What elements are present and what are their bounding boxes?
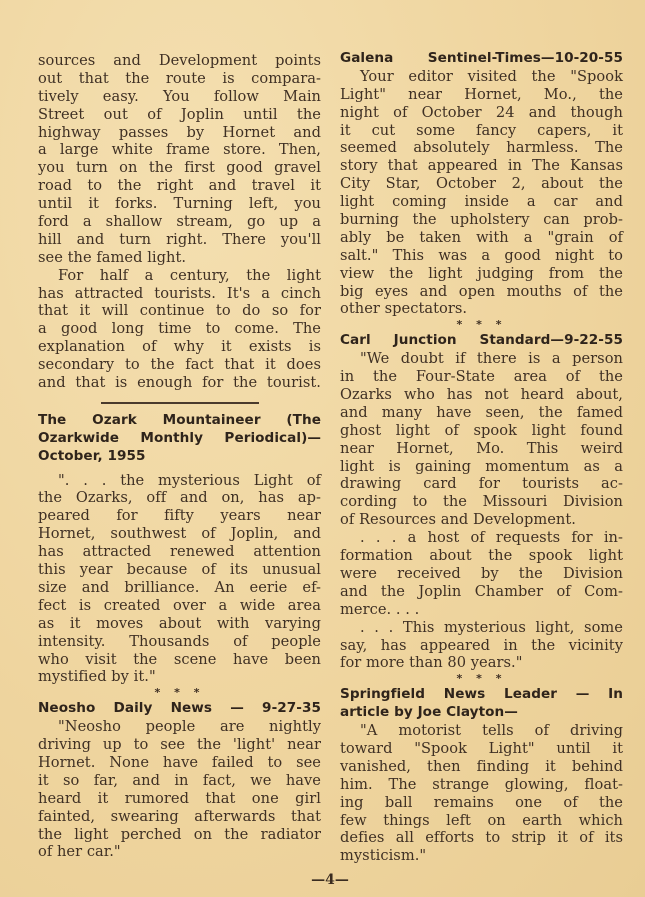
text-line: light coming inside a car and <box>340 193 623 211</box>
text-line: defies all efforts to strip it of its <box>340 829 623 847</box>
text-line: and many have seen, the famed <box>340 403 623 421</box>
section-divider <box>101 402 259 404</box>
text-line: the Ozarks, off and on, has ap- <box>38 489 321 507</box>
text-line: drawing card for tourists ac- <box>340 475 623 493</box>
text-line: salt." This was a good night to <box>340 246 623 264</box>
text-line: night of October 24 and though <box>340 103 623 121</box>
text-line: intensity. Thousands of people <box>38 632 321 650</box>
text-line: mystified by it." <box>38 668 156 686</box>
text-line: seemed absolutely harmless. The <box>340 139 623 157</box>
heading-line: Ozarkwide Monthly Periodical)— <box>38 429 321 446</box>
text-line: driving up to see the 'light' near <box>38 736 321 754</box>
text-line: story that appeared in The Kansas <box>340 157 623 175</box>
tourist-paragraph <box>38 267 321 392</box>
text-line: sources and Development points <box>38 52 321 69</box>
text-line: toward "Spook Light" until it <box>340 739 623 757</box>
text-line: ". . . the mysterious Light of <box>58 471 321 489</box>
galena-heading <box>340 50 623 68</box>
section-stars: * * * <box>154 686 205 700</box>
carl-junction-heading <box>340 332 623 350</box>
text-line: and the Joplin Chamber of Com- <box>340 582 623 600</box>
text-line: City Star, October 2, about the <box>340 175 623 193</box>
page-number: —4— <box>311 872 349 888</box>
text-line: out that the route is compara- <box>38 69 321 87</box>
text-line: Street out of Joplin until the <box>38 105 321 123</box>
text-line: has attracted renewed attention <box>38 543 321 561</box>
section-stars: * * * <box>456 672 507 686</box>
text-line: Hornet, southwest of Joplin, and <box>38 525 321 543</box>
text-line: ably be taken with a "grain of <box>340 228 623 246</box>
ozark-mountaineer-quote <box>38 472 321 687</box>
ozark-mountaineer-heading <box>38 412 321 466</box>
text-line: of her car." <box>38 843 121 861</box>
text-line: it cut some fancy capers, it <box>340 121 623 139</box>
text-line: near Hornet, Mo. This weird <box>340 439 623 457</box>
text-line: explanation of why it exists is <box>38 338 321 356</box>
carl-junction-text <box>340 350 623 672</box>
text-line: for more than 80 years." <box>340 654 523 672</box>
text-line: mysticism." <box>340 847 427 865</box>
text-line: road to the right and travel it <box>38 177 321 195</box>
text-line: ford a shallow stream, go up a <box>38 213 321 231</box>
left-column <box>38 52 321 861</box>
text-line: and that is enough for the tourist. <box>38 374 321 392</box>
text-line: "A motorist tells of driving <box>360 722 623 740</box>
text-line: as it moves about with varying <box>38 614 321 632</box>
route-paragraph <box>38 52 321 267</box>
heading-line: The Ozark Mountaineer (The <box>38 411 321 428</box>
text-line: Hornet. None have failed to see <box>38 753 321 771</box>
text-line: cording to the Missouri Division <box>340 493 623 511</box>
text-line: burning the upholstery can prob- <box>340 211 623 229</box>
text-line: were received by the Division <box>340 564 623 582</box>
text-line: ghost light of spook light found <box>340 421 623 439</box>
heading-line: Galena Sentinel-Times—10-20-55 <box>340 50 623 66</box>
text-line: tively easy. You follow Main <box>38 87 321 105</box>
text-line: size and brilliance. An eerie ef- <box>38 578 321 596</box>
text-line: see the famed light. <box>38 248 187 266</box>
text-line: Your editor visited the "Spook <box>360 67 623 85</box>
right-column <box>340 50 623 865</box>
text-line: fect is created over a wide area <box>38 596 321 614</box>
text-line: "We doubt if there is a person <box>360 350 623 368</box>
text-line: who visit the scene have been <box>38 650 321 668</box>
text-line: a good long time to come. The <box>38 320 321 338</box>
text-line: view the light judging from the <box>340 264 623 282</box>
heading-line: Carl Junction Standard—9-22-55 <box>340 332 623 349</box>
heading-line: Springfield News Leader — In <box>340 686 623 703</box>
neosho-quote <box>38 718 321 861</box>
text-line: this year because of its unusual <box>38 561 321 579</box>
text-line: hill and turn right. There you'll <box>38 230 321 248</box>
text-line: of Resources and Development. <box>340 511 576 529</box>
text-line: has attracted tourists. It's a cinch <box>38 284 321 302</box>
text-line: "Neosho people are nightly <box>58 718 321 736</box>
text-line: it so far, and in fact, we have <box>38 771 321 789</box>
text-line: him. The strange glowing, float- <box>340 775 623 793</box>
text-line: few things left on earth which <box>340 811 623 829</box>
text-line: . . . a host of requests for in- <box>360 529 623 547</box>
text-line: peared for fifty years near <box>38 507 321 525</box>
springfield-quote <box>340 722 623 865</box>
heading-line: article by Joe Clayton— <box>340 704 518 721</box>
text-line: Light" near Hornet, Mo., the <box>340 85 623 103</box>
heading-line: October, 1955 <box>38 447 146 464</box>
section-stars: * * * <box>456 318 507 332</box>
text-line: you turn on the first good gravel <box>38 159 321 177</box>
text-line: say, has appeared in the vicinity <box>340 636 623 654</box>
text-line: Ozarks who has not heard about, <box>340 386 623 404</box>
text-line: other spectators. <box>340 300 468 318</box>
text-line: the light perched on the radiator <box>38 825 321 843</box>
springfield-heading <box>340 686 623 722</box>
text-line: highway passes by Hornet and <box>38 123 321 141</box>
text-line: . . . This mysterious light, some <box>360 618 623 636</box>
neosho-heading <box>38 700 321 718</box>
heading-line: Neosho Daily News — 9-27-35 <box>38 700 321 717</box>
text-line: ing ball remains one of the <box>340 793 623 811</box>
text-line: For half a century, the light <box>58 266 321 284</box>
text-line: until it forks. Turning left, you <box>38 195 321 213</box>
text-line: that it will continue to do so for <box>38 302 321 320</box>
galena-text <box>340 68 623 318</box>
text-line: secondary to the fact that it does <box>38 356 321 374</box>
text-line: a large white frame store. Then, <box>38 141 321 159</box>
text-line: vanished, then finding it behind <box>340 757 623 775</box>
text-line: light is gaining momentum as a <box>340 457 623 475</box>
text-line: fainted, swearing afterwards that <box>38 807 321 825</box>
text-line: formation about the spook light <box>340 547 623 565</box>
text-line: in the Four-State area of the <box>340 368 623 386</box>
text-line: merce. . . . <box>340 600 420 618</box>
text-line: heard it rumored that one girl <box>38 789 321 807</box>
text-line: big eyes and open mouths of the <box>340 282 623 300</box>
